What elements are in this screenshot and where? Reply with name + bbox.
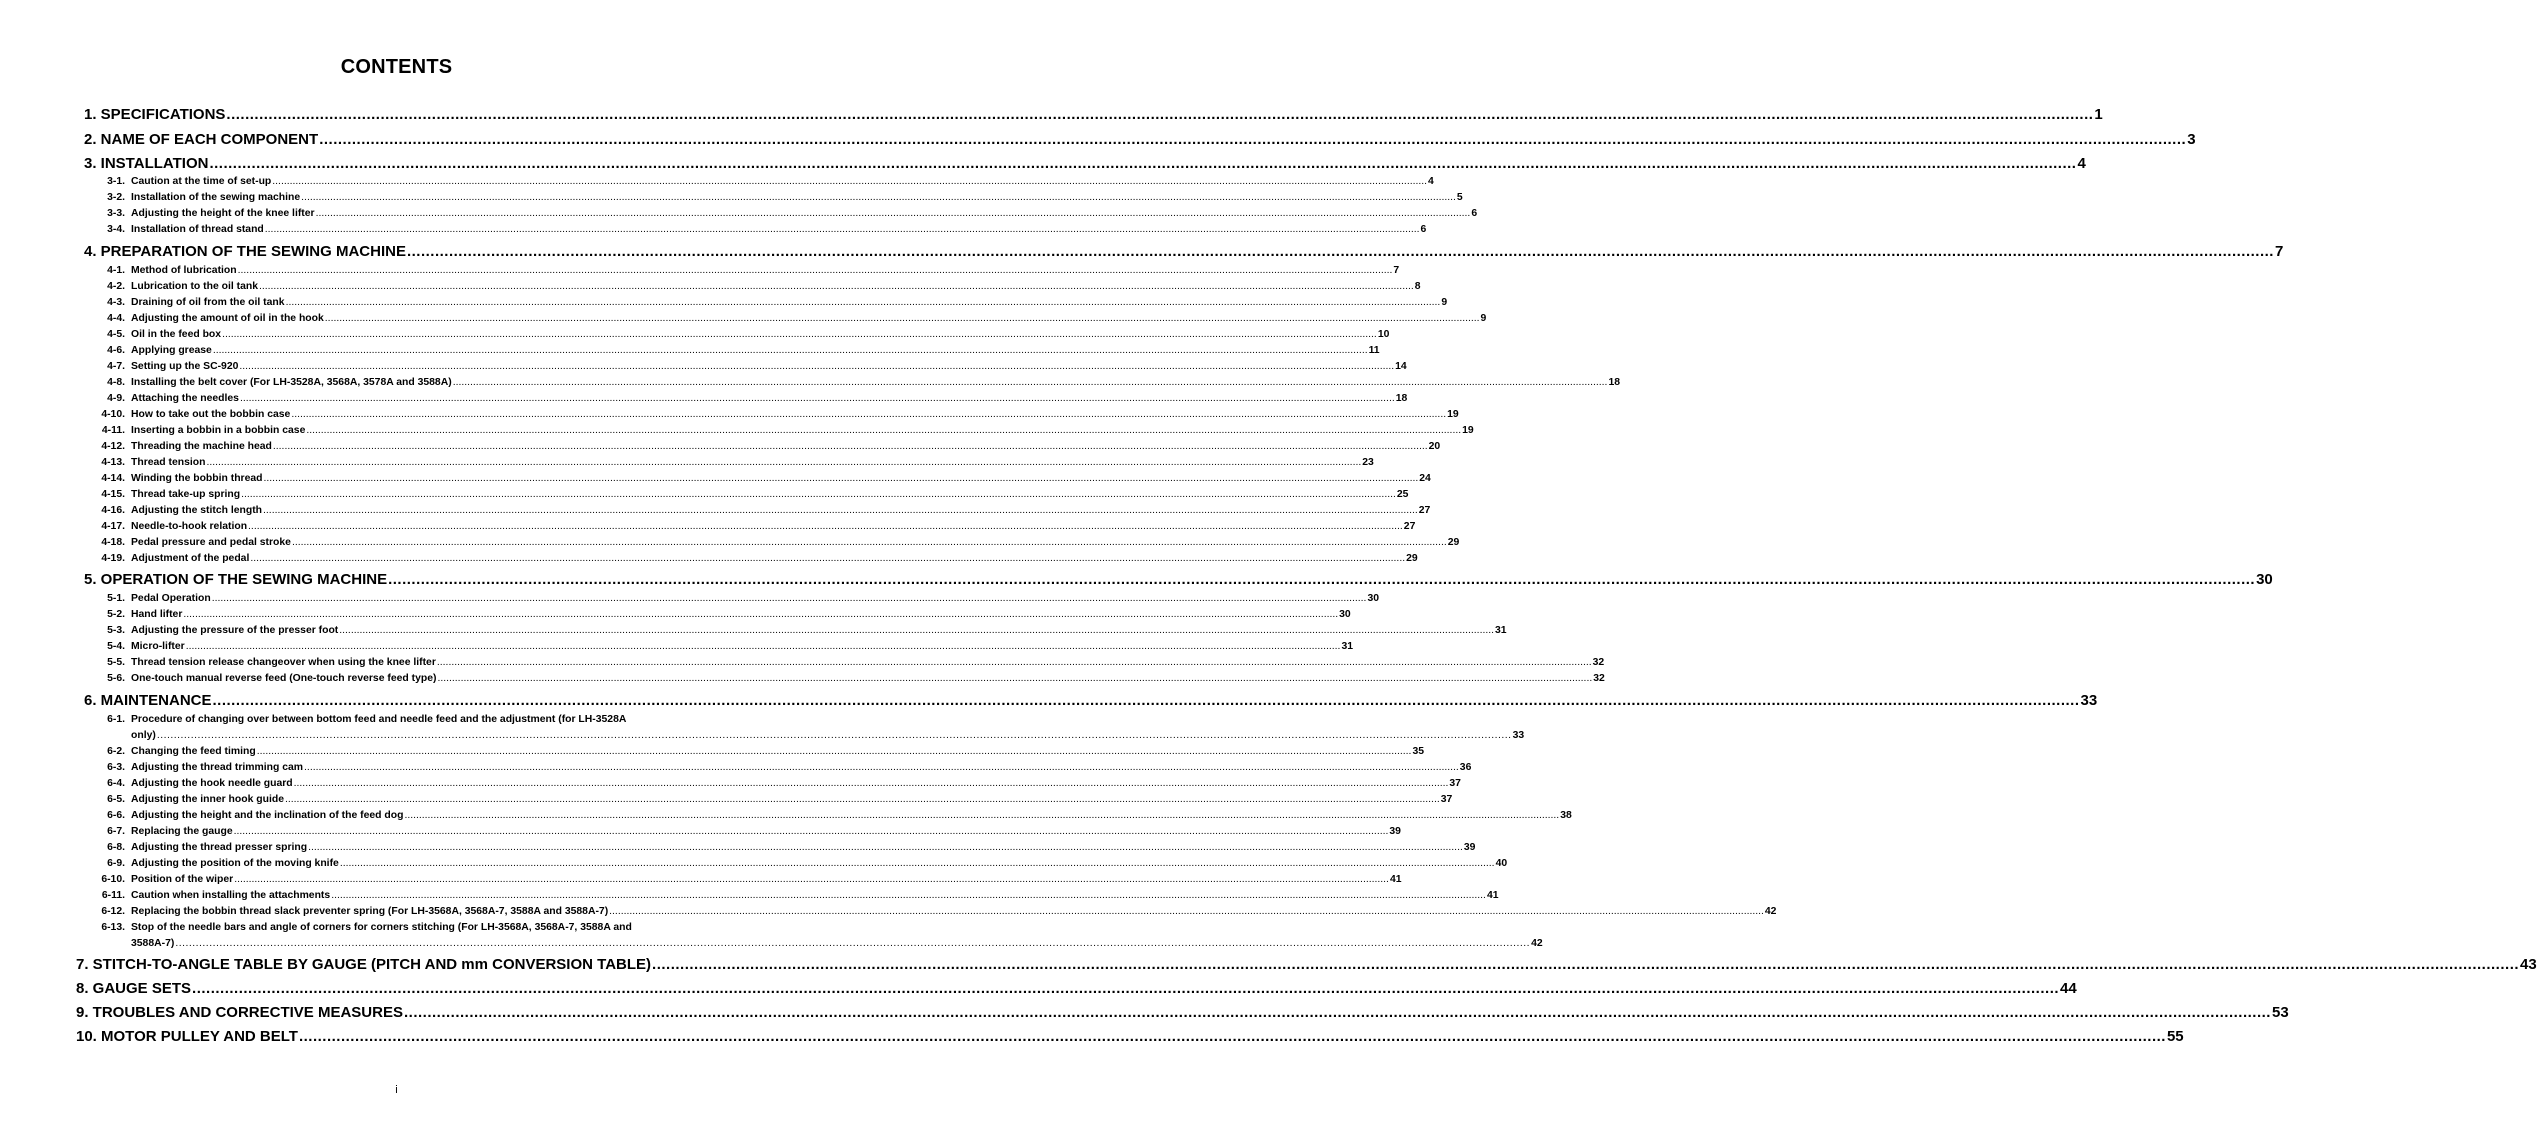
- toc-entry-number: 6-12.: [101, 906, 125, 917]
- dot-leader: ................................................................................................................................................................................................................................................................................................................................................................................................................: [339, 858, 1495, 869]
- toc-entry-number: 4-13.: [101, 457, 125, 468]
- dot-leader: ................................................................................................................................................................................................................................................................................................................................................................................................................: [259, 281, 1414, 292]
- toc-entry: [97, 605, 1351, 620]
- dot-leader: ................................................................................................................................................................................................................................................................................................................................................................................................................: [248, 521, 1403, 532]
- toc-entry: [97, 277, 1421, 292]
- toc-entry-title: Attaching the needles: [131, 393, 239, 404]
- dot-leader: ................................................................................................................................................................................................................................................................................................................................................................................................................: [156, 730, 1512, 741]
- toc-entry-page: 3: [2187, 131, 2196, 148]
- toc-entry-title: Lubrication to the oil tank: [131, 281, 258, 292]
- toc-entry-number: 6-4.: [107, 778, 125, 789]
- toc-entry-number: 4-3.: [107, 297, 125, 308]
- toc-entry-page: 31: [1341, 641, 1354, 652]
- toc-entry: [97, 533, 1460, 548]
- toc-entry-page: 37: [1440, 794, 1453, 805]
- toc-entry-page: 53: [2271, 1004, 2289, 1021]
- toc-entry-title: Adjusting the position of the moving knife: [131, 858, 339, 869]
- page-title: CONTENTS: [340, 56, 453, 78]
- toc-entry-title: Adjusting the thread presser spring: [131, 842, 308, 853]
- toc-entry-title: Adjusting the height and the inclination of the feed dog: [131, 810, 404, 821]
- toc-entry-number: 4-8.: [107, 377, 125, 388]
- toc-entry-number: 5-6.: [107, 673, 125, 684]
- toc-entry: [97, 501, 1431, 516]
- toc-entry-page: 29: [1406, 553, 1418, 564]
- toc-entry: [97, 886, 1499, 901]
- dot-leader: ................................................................................................................................................................................................................................................................................................................................................................................................................: [209, 155, 2077, 172]
- toc-entry-page: 27: [1418, 505, 1431, 516]
- dot-leader: ................................................................................................................................................................................................................................................................................................................................................................................................................: [403, 1004, 2271, 1021]
- toc-entry-number: 6-11.: [101, 890, 125, 901]
- dot-leader: ................................................................................................................................................................................................................................................................................................................................................................................................................: [304, 762, 1459, 773]
- toc-entry-title: Replacing the bobbin thread slack preventer spring (For LH-3568A, 3568A-7, 3588A and 3588A-7): [131, 906, 609, 917]
- toc-entry: [97, 710, 715, 725]
- toc-entry: [97, 261, 1400, 276]
- toc-entry: [97, 854, 1508, 869]
- toc-entry-page: 19: [1462, 425, 1474, 436]
- toc-entry: [97, 637, 1354, 652]
- toc-entry-number: 6-7.: [107, 826, 125, 837]
- toc-entry-page: 6: [1420, 224, 1427, 235]
- toc-entry: [97, 742, 1424, 757]
- toc-entry-title: 8. GAUGE SETS: [76, 980, 192, 997]
- toc-entry-page: 30: [1367, 593, 1379, 604]
- dot-leader: ................................................................................................................................................................................................................................................................................................................................................................................................................: [293, 778, 1449, 789]
- toc-entry-number: 6-6.: [107, 810, 125, 821]
- toc-entry-number: 5-2.: [107, 609, 125, 620]
- toc-entry: [131, 726, 1525, 741]
- page-number-footer: i: [395, 1084, 398, 1096]
- toc-entry-page: 27: [1403, 521, 1416, 532]
- toc-entry-page: 38: [1560, 810, 1572, 821]
- toc-entry: [97, 453, 1374, 468]
- dot-leader: ................................................................................................................................................................................................................................................................................................................................................................................................................: [212, 692, 2080, 709]
- dot-leader: ................................................................................................................................................................................................................................................................................................................................................................................................................: [239, 393, 1395, 404]
- toc-entry: [76, 977, 2077, 997]
- toc-entry-title: Thread tension release changeover when using the knee lifter: [131, 657, 436, 668]
- dot-leader: ................................................................................................................................................................................................................................................................................................................................................................................................................: [437, 673, 1593, 684]
- toc-entry-page: 19: [1447, 409, 1459, 420]
- toc-entry-number: 4-5.: [107, 329, 125, 340]
- toc-entry-page: 18: [1608, 377, 1620, 388]
- toc-entry-page: 7: [1393, 265, 1400, 276]
- toc-entry-number: 4-4.: [107, 313, 125, 324]
- dot-leader: ................................................................................................................................................................................................................................................................................................................................................................................................................: [192, 980, 2060, 997]
- toc-entry-page: 25: [1396, 489, 1409, 500]
- dot-leader: ................................................................................................................................................................................................................................................................................................................................................................................................................: [250, 553, 1406, 564]
- toc-entry-page: 10: [1377, 329, 1390, 340]
- toc-entry-title: Micro-lifter: [131, 641, 185, 652]
- toc-entry: [97, 469, 1431, 484]
- toc-entry-number: 6-8.: [107, 842, 125, 853]
- toc-entry-number: 3-2.: [107, 192, 125, 203]
- toc-entry: [84, 568, 2273, 588]
- dot-leader: ................................................................................................................................................................................................................................................................................................................................................................................................................: [404, 810, 1560, 821]
- toc-entry-number: 6-3.: [107, 762, 125, 773]
- toc-entry: [84, 152, 2086, 172]
- dot-leader: ................................................................................................................................................................................................................................................................................................................................................................................................................: [284, 794, 1440, 805]
- toc-entry-number: 3-3.: [107, 208, 125, 219]
- toc-entry: [97, 806, 1572, 821]
- toc-entry-title: Adjusting the hook needle guard: [131, 778, 293, 789]
- toc-entry: [97, 838, 1476, 853]
- dot-leader: ................................................................................................................................................................................................................................................................................................................................................................................................................: [222, 329, 1377, 340]
- toc-entry: [97, 790, 1453, 805]
- dot-leader: ................................................................................................................................................................................................................................................................................................................................................................................................................: [331, 890, 1486, 901]
- toc-entry-title: Applying grease: [131, 345, 212, 356]
- toc-entry: [131, 934, 1543, 949]
- toc-entry: [97, 589, 1379, 604]
- toc-entry-title: 1. SPECIFICATIONS: [84, 106, 226, 123]
- toc-entry-title: Pedal Operation: [131, 593, 211, 604]
- dot-leader: ................................................................................................................................................................................................................................................................................................................................................................................................................: [272, 441, 1428, 452]
- toc-entry-title: Hand lifter: [131, 609, 183, 620]
- toc-entry-page: 43: [2520, 956, 2537, 973]
- toc-entry-page: 32: [1592, 657, 1605, 668]
- toc-entry-title: Procedure of changing over between bottom feed and needle feed and the adjustment (for LH-3528A: [131, 714, 627, 725]
- dot-leader: ................................................................................................................................................................................................................................................................................................................................................................................................................: [308, 842, 1463, 853]
- toc-entry-title: Needle-to-hook relation: [131, 521, 248, 532]
- toc-entry: [76, 1001, 2289, 1021]
- toc-entry-number: 4-15.: [101, 489, 125, 500]
- toc-entry-page: 29: [1447, 537, 1460, 548]
- toc-entry-title: Adjusting the amount of oil in the hook: [131, 313, 324, 324]
- dot-leader: ................................................................................................................................................................................................................................................................................................................................................................................................................: [239, 361, 1395, 372]
- toc-entry-number: 3-1.: [107, 176, 125, 187]
- toc-entry: [97, 188, 1463, 203]
- toc-entry-page: 32: [1593, 673, 1605, 684]
- toc-entry-page: 9: [1480, 313, 1487, 324]
- toc-entry-title: How to take out the bobbin case: [131, 409, 291, 420]
- dot-leader: ................................................................................................................................................................................................................................................................................................................................................................................................................: [301, 192, 1456, 203]
- toc-entry-title: Position of the wiper: [131, 874, 234, 885]
- dot-leader: ................................................................................................................................................................................................................................................................................................................................................................................................................: [339, 625, 1495, 636]
- toc-entry: [97, 517, 1416, 532]
- toc-entry-page: 40: [1495, 858, 1508, 869]
- toc-entry-title: Thread tension: [131, 457, 206, 468]
- toc-entry-number: 5-3.: [107, 625, 125, 636]
- toc-entry-page: 5: [1456, 192, 1463, 203]
- toc-entry-title: Installation of the sewing machine: [131, 192, 301, 203]
- toc-entry-page: 33: [2080, 692, 2098, 709]
- toc-entry-number: 5-1.: [107, 593, 125, 604]
- toc-entry-title: 3. INSTALLATION: [84, 155, 209, 172]
- toc-entry-number: 4-18.: [101, 537, 125, 548]
- toc-entry: [97, 774, 1461, 789]
- dot-leader: ................................................................................................................................................................................................................................................................................................................................................................................................................: [306, 425, 1462, 436]
- toc-entry-page: 42: [1764, 906, 1777, 917]
- toc-entry-page: 18: [1395, 393, 1408, 404]
- toc-entry: [97, 405, 1459, 420]
- toc-entry-number: 4-2.: [107, 281, 125, 292]
- dot-leader: ................................................................................................................................................................................................................................................................................................................................................................................................................: [185, 641, 1341, 652]
- toc-entry: [97, 309, 1487, 324]
- toc-entry-title: 4. PREPARATION OF THE SEWING MACHINE: [84, 243, 406, 260]
- toc-entry-number: 4-6.: [107, 345, 125, 356]
- toc-entry: [84, 240, 2284, 260]
- toc-entry: [97, 341, 1380, 356]
- dot-leader: ................................................................................................................................................................................................................................................................................................................................................................................................................: [436, 657, 1592, 668]
- dot-leader: ................................................................................................................................................................................................................................................................................................................................................................................................................: [609, 906, 1764, 917]
- toc-entry: [97, 822, 1401, 837]
- toc-entry-page: 42: [1531, 938, 1543, 949]
- toc-entry-number: 4-14.: [101, 473, 125, 484]
- dot-leader: ................................................................................................................................................................................................................................................................................................................................................................................................................: [298, 1028, 2166, 1045]
- toc-entry-page: 37: [1449, 778, 1461, 789]
- toc-entry-title: Winding the bobbin thread: [131, 473, 263, 484]
- toc-entry-page: 55: [2166, 1028, 2184, 1045]
- dot-leader: ................................................................................................................................................................................................................................................................................................................................................................................................................: [272, 176, 1428, 187]
- toc-entry-page: 7: [2274, 243, 2284, 260]
- toc-entry: [97, 653, 1605, 668]
- toc-entry-title: Replacing the gauge: [131, 826, 233, 837]
- dot-leader: ................................................................................................................................................................................................................................................................................................................................................................................................................: [237, 265, 1393, 276]
- toc-entry-title: Thread take-up spring: [131, 489, 241, 500]
- toc-entry: [84, 103, 2103, 123]
- toc-entry-number: 4-9.: [107, 393, 125, 404]
- toc-entry-title: 10. MOTOR PULLEY AND BELT: [76, 1028, 298, 1045]
- toc-entry-page: 35: [1412, 746, 1424, 757]
- toc-entry-page: 23: [1362, 457, 1374, 468]
- dot-leader: ................................................................................................................................................................................................................................................................................................................................................................................................................: [291, 409, 1447, 420]
- dot-leader: ................................................................................................................................................................................................................................................................................................................................................................................................................: [652, 956, 2520, 973]
- toc-entry-title: Draining of oil from the oil tank: [131, 297, 285, 308]
- dot-leader: ................................................................................................................................................................................................................................................................................................................................................................................................................: [241, 489, 1396, 500]
- toc-entry: [97, 870, 1402, 885]
- toc-entry-page: 36: [1459, 762, 1472, 773]
- toc-entry-title: 9. TROUBLES AND CORRECTIVE MEASURES: [76, 1004, 403, 1021]
- toc-entry: [97, 421, 1474, 436]
- toc-entry-page: 11: [1368, 345, 1380, 356]
- dot-leader: ................................................................................................................................................................................................................................................................................................................................................................................................................: [206, 457, 1362, 468]
- toc-entry-page: 8: [1414, 281, 1421, 292]
- toc-entry: [97, 357, 1407, 372]
- toc-entry-page: 6: [1471, 208, 1478, 219]
- toc-entry-number: 6-13.: [101, 922, 125, 933]
- dot-leader: ................................................................................................................................................................................................................................................................................................................................................................................................................: [324, 313, 1480, 324]
- toc-entry-title: Caution when installing the attachments: [131, 890, 331, 901]
- toc-entry-title: Pedal pressure and pedal stroke: [131, 537, 291, 548]
- toc-entry-title: 2. NAME OF EACH COMPONENT: [84, 131, 319, 148]
- toc-entry-title: 5. OPERATION OF THE SEWING MACHINE: [84, 571, 388, 588]
- dot-leader: ................................................................................................................................................................................................................................................................................................................................................................................................................: [263, 473, 1419, 484]
- toc-entry-number: 4-17.: [101, 521, 125, 532]
- toc-entry: [97, 204, 1478, 219]
- toc-entry-page: 4: [1428, 176, 1434, 187]
- toc-entry-title: Oil in the feed box: [131, 329, 222, 340]
- toc-entry-title: One-touch manual reverse feed (One-touch reverse feed type): [131, 673, 437, 684]
- toc-entry-title: 6. MAINTENANCE: [84, 692, 212, 709]
- dot-leader: ................................................................................................................................................................................................................................................................................................................................................................................................................: [233, 826, 1389, 837]
- toc-entry-page: 39: [1389, 826, 1401, 837]
- toc-entry: [84, 689, 2098, 709]
- toc-entry-title: Adjusting the stitch length: [131, 505, 263, 516]
- dot-leader: ................................................................................................................................................................................................................................................................................................................................................................................................................: [264, 224, 1420, 235]
- toc-entry-page: 24: [1419, 473, 1431, 484]
- dot-leader: ................................................................................................................................................................................................................................................................................................................................................................................................................: [226, 106, 2094, 123]
- toc-entry-title: Stop of the needle bars and angle of corners for corners stitching (For LH-3568A, 3568A-7, 3588A and: [131, 922, 632, 933]
- toc-entry-number: 4-11.: [101, 425, 125, 436]
- toc-entry: [97, 389, 1408, 404]
- toc-entry-title: Installing the belt cover (For LH-3528A, 3568A, 3578A and 3588A): [131, 377, 452, 388]
- toc-entry-number: 6-9.: [107, 858, 125, 869]
- toc-entry-number: 6-1.: [107, 714, 125, 725]
- dot-leader: ................................................................................................................................................................................................................................................................................................................................................................................................................: [406, 243, 2274, 260]
- dot-leader: ................................................................................................................................................................................................................................................................................................................................................................................................................: [319, 131, 2187, 148]
- toc-entry: [97, 549, 1418, 564]
- toc-entry-title: Method of lubrication: [131, 265, 237, 276]
- toc-entry: [97, 669, 1605, 684]
- toc-entry-number: 5-4.: [107, 641, 125, 652]
- toc-entry-title: Adjusting the thread trimming cam: [131, 762, 304, 773]
- toc-entry-title: 3588A-7): [131, 938, 175, 949]
- toc-entry-number: 6-5.: [107, 794, 125, 805]
- toc-entry: [76, 1025, 2184, 1045]
- toc-entry-page: 1: [2094, 106, 2103, 123]
- toc-entry: [84, 128, 2196, 148]
- toc-entry-page: 9: [1441, 297, 1448, 308]
- toc-entry-title: Changing the feed timing: [131, 746, 256, 757]
- dot-leader: ................................................................................................................................................................................................................................................................................................................................................................................................................: [183, 609, 1339, 620]
- toc-entry-number: 6-2.: [107, 746, 125, 757]
- toc-entry: [97, 373, 1620, 388]
- toc-entry-title: Installation of thread stand: [131, 224, 264, 235]
- toc-entry-title: Adjusting the pressure of the presser foot: [131, 625, 339, 636]
- toc-entry: [97, 293, 1448, 308]
- dot-leader: ................................................................................................................................................................................................................................................................................................................................................................................................................: [256, 746, 1412, 757]
- toc-entry: [97, 437, 1441, 452]
- toc-entry-page: 30: [1339, 609, 1351, 620]
- toc-entry-number: 4-12.: [101, 441, 125, 452]
- toc-entry-number: 4-10.: [101, 409, 125, 420]
- dot-leader: ................................................................................................................................................................................................................................................................................................................................................................................................................: [452, 377, 1608, 388]
- toc-entry-page: 41: [1486, 890, 1499, 901]
- toc-entry: [97, 902, 1777, 917]
- toc-entry: [97, 918, 715, 933]
- toc-entry-page: 31: [1495, 625, 1507, 636]
- toc-entry: [97, 621, 1507, 636]
- toc-entry-page: 39: [1463, 842, 1476, 853]
- toc-entry-page: 4: [2077, 155, 2086, 172]
- dot-leader: ................................................................................................................................................................................................................................................................................................................................................................................................................: [315, 208, 1471, 219]
- toc-entry: [76, 953, 2537, 973]
- toc-entry-page: 14: [1395, 361, 1407, 372]
- toc-entry-page: 33: [1512, 730, 1525, 741]
- dot-leader: ................................................................................................................................................................................................................................................................................................................................................................................................................: [212, 345, 1368, 356]
- dot-leader: ................................................................................................................................................................................................................................................................................................................................................................................................................: [285, 297, 1441, 308]
- toc-entry: [97, 758, 1472, 773]
- dot-leader: ................................................................................................................................................................................................................................................................................................................................................................................................................: [211, 593, 1367, 604]
- toc-entry-number: 3-4.: [107, 224, 125, 235]
- toc-entry: [97, 172, 1434, 187]
- toc-entry-page: 44: [2060, 980, 2077, 997]
- toc-entry-title: Inserting a bobbin in a bobbin case: [131, 425, 306, 436]
- toc-entry-number: 4-19.: [101, 553, 125, 564]
- toc-entry-number: 4-1.: [107, 265, 125, 276]
- toc-entry-title: Caution at the time of set-up: [131, 176, 272, 187]
- toc-entry-title: Adjusting the height of the knee lifter: [131, 208, 315, 219]
- dot-leader: ................................................................................................................................................................................................................................................................................................................................................................................................................: [263, 505, 1418, 516]
- toc-entry-title: Adjusting the inner hook guide: [131, 794, 284, 805]
- toc-entry-number: 4-7.: [107, 361, 125, 372]
- toc-entry: [97, 325, 1390, 340]
- toc-entry-page: 41: [1389, 874, 1402, 885]
- toc-entry-title: 7. STITCH-TO-ANGLE TABLE BY GAUGE (PITCH AND mm CONVERSION TABLE): [76, 956, 652, 973]
- dot-leader: ................................................................................................................................................................................................................................................................................................................................................................................................................: [175, 938, 1531, 949]
- toc-entry-page: 30: [2256, 571, 2273, 588]
- toc-entry-number: 5-5.: [107, 657, 125, 668]
- toc-entry: [97, 220, 1427, 235]
- toc-entry-title: Threading the machine head: [131, 441, 272, 452]
- toc-entry-title: Setting up the SC-920: [131, 361, 239, 372]
- toc-entry-number: 4-16.: [101, 505, 125, 516]
- dot-leader: ................................................................................................................................................................................................................................................................................................................................................................................................................: [291, 537, 1447, 548]
- toc-entry-number: 6-10.: [101, 874, 125, 885]
- toc-entry-title: only): [131, 730, 156, 741]
- toc-entry-page: 20: [1428, 441, 1441, 452]
- dot-leader: ................................................................................................................................................................................................................................................................................................................................................................................................................: [234, 874, 1389, 885]
- toc-entry: [97, 485, 1409, 500]
- dot-leader: ................................................................................................................................................................................................................................................................................................................................................................................................................: [388, 571, 2256, 588]
- toc-entry-title: Adjustment of the pedal: [131, 553, 250, 564]
